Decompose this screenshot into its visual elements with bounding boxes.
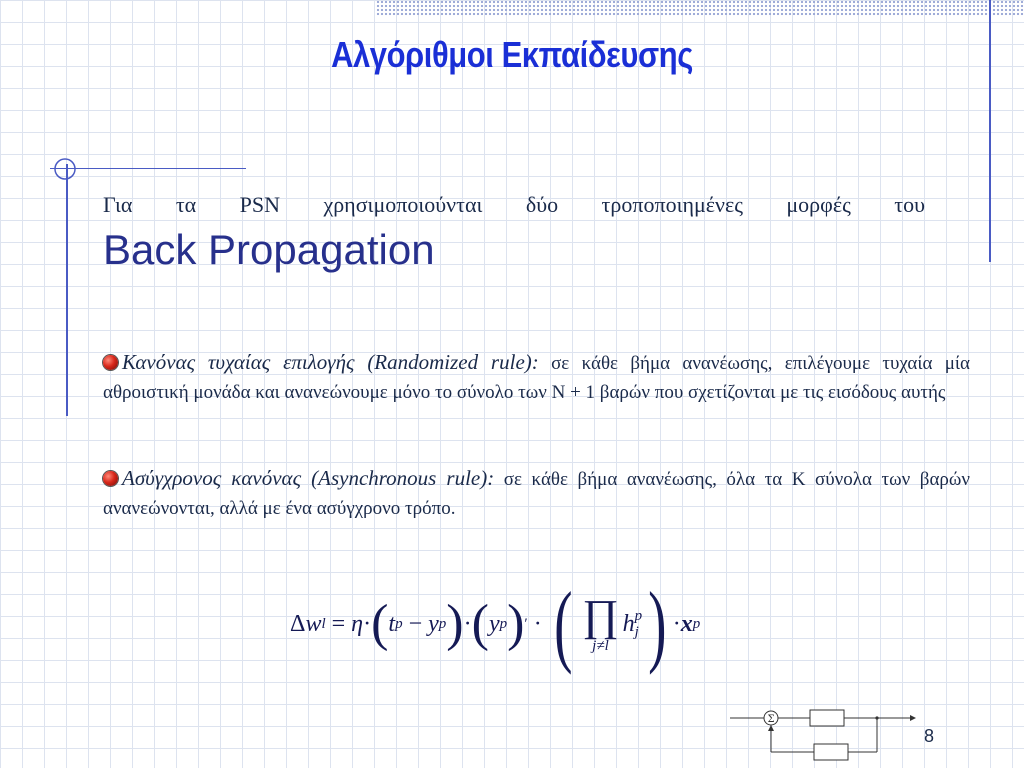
formula-dot: ·	[363, 610, 372, 637]
formula-h: h	[622, 610, 635, 637]
formula-w-sub: l	[321, 615, 326, 632]
paren-close: )	[446, 595, 464, 652]
bullet-icon	[103, 471, 118, 486]
product-symbol: ∏	[582, 590, 619, 640]
product-limit: j≠l	[592, 637, 609, 654]
decor-circle-icon	[52, 156, 78, 182]
formula-delta: Δ	[290, 610, 306, 637]
big-paren-close: )	[648, 573, 667, 675]
rule-term: Κανόνας τυχαίας επιλογής (Randomized rule)	[122, 350, 532, 374]
formula-y: y	[488, 610, 500, 637]
formula-t: t	[388, 610, 396, 637]
paren-open: (	[371, 595, 389, 652]
formula-y: y	[428, 610, 439, 637]
paren-close: )	[507, 595, 525, 652]
rule-term: Ασύγχρονος κανόνας (Asynchronous rule)	[122, 466, 488, 490]
formula-eta: η	[351, 610, 364, 637]
formula-minus: −	[408, 610, 423, 637]
formula-dot: ·	[533, 610, 542, 637]
rule-colon: :	[487, 466, 495, 490]
formula-p: p	[438, 615, 447, 632]
page-number: 8	[924, 726, 935, 746]
decor-line-left	[66, 164, 68, 416]
rule-text: σε κάθε βήμα ανανέωσης, επιλέγουμε τυχαία μία αθροιστική μονάδα και ανανεώνουμε μόνο το σύνολο των N + 1 βαρών που σχετίζονται με τις εισόδους αυτής	[103, 353, 971, 403]
formula-dot: ·	[672, 610, 681, 637]
weight-update-formula	[290, 573, 701, 675]
formula-x: x	[680, 610, 693, 637]
formula-w: w	[305, 610, 322, 637]
decor-line-right	[989, 0, 991, 262]
rule-randomized	[103, 348, 970, 407]
rule-colon: :	[531, 350, 539, 374]
formula-equals: =	[331, 610, 346, 637]
formula-prime: ′	[524, 615, 528, 632]
rule-text: σε κάθε βήμα ανανέωσης, όλα τα K σύνολα των βαρών ανανεώνονται, αλλά με ένα ασύγχρονο τρόπο.	[103, 469, 970, 519]
top-dot-banner	[376, 0, 1024, 16]
paren-open: (	[471, 595, 489, 652]
product-operator	[582, 590, 619, 655]
bullet-icon	[103, 355, 118, 370]
rule-asynchronous	[103, 464, 970, 523]
formula-p: p	[499, 615, 508, 632]
diagram-sigma: Σ	[767, 714, 775, 725]
formula-p: p	[634, 607, 643, 624]
formula-p: p	[692, 615, 701, 632]
slide-title: Αλγόριθμοι Εκπαίδευσης	[331, 34, 693, 75]
formula-h-sub: j	[634, 624, 639, 640]
formula-dot: ·	[463, 610, 472, 637]
intro-text: Για τα PSN χρησιμοποιούνται δύο τροποποιημένες μορφές του	[103, 192, 925, 217]
network-diagram-icon	[730, 704, 920, 768]
big-paren-open: (	[553, 573, 573, 675]
formula-p: p	[395, 615, 403, 632]
intro-highlight: Back Propagation	[103, 226, 435, 273]
decor-line-horizontal	[50, 168, 246, 169]
